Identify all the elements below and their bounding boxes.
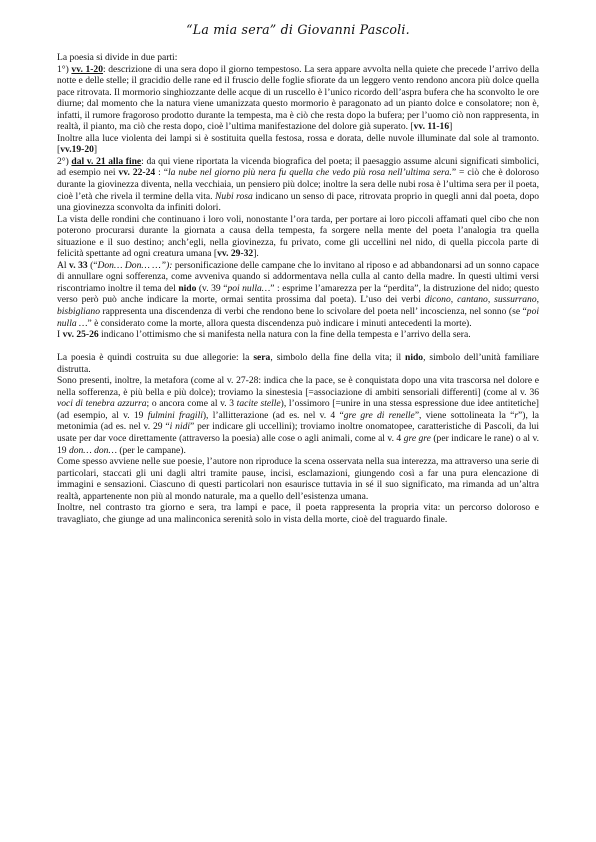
text-run: ] — [449, 121, 453, 133]
paragraph-swallows — [57, 214, 539, 260]
text-run: ” = ciò che è doloroso durante la giovinezza diventa, nella vecchiaia, un pensiero più dolce; inoltre la sera delle nubi rosa è l’ultima sera per il poeta, cioè l’età che rivela il termine della vita. — [57, 167, 539, 202]
paragraph-optimism — [57, 329, 539, 341]
text-run: La poesia si divide in due parti: — [57, 52, 178, 63]
italic-text: cantano — [457, 294, 488, 306]
text-run: ), l’ossimoro [=unire in una stessa espressione due idee antitetiche] (ad esempio, al v. 19 — [57, 398, 539, 421]
italic-text: la nube nel giorno più nera fu quella che vedo più rosa nell’ultima sera. — [168, 167, 452, 179]
text-run: ”, viene sottolineata la “ — [414, 409, 515, 421]
bold-text: vv. 25-26 — [62, 329, 99, 341]
bold-text: v. 33 — [69, 259, 88, 271]
text-run: 1°) — [57, 63, 72, 75]
italic-text: fulmini fragili — [147, 409, 203, 421]
text-run: indicano l’ottimismo che si manifesta nella natura con la fine della tempesta e l’arrivo della sera. — [98, 329, 471, 341]
italic-text: bisbigliano — [57, 306, 100, 318]
paragraph-intro — [57, 52, 539, 64]
document-title: “La mia sera” di Giovanni Pascoli. — [186, 22, 410, 37]
italic-text: voci di tenebra azzurra — [57, 398, 147, 410]
bold-text: vv. 1-20 — [71, 63, 103, 75]
italic-text: Nubi rosa — [215, 190, 253, 202]
text-run: (per indicare le rane) o al v. 19 — [57, 433, 539, 456]
text-run: personificazione delle campane che lo invitano al riposo e ad abbandonarsi ad un sonno capace di annullare ogni sofferenza, come avveniva quando si addormentava nella culla al canto della madre. In questi ultimi versi riscontriamo inoltre il tema del — [57, 259, 539, 294]
text-run: ; o ancora come al v. 3 — [146, 398, 237, 410]
paragraph-style — [57, 456, 539, 502]
paragraph-clouds — [57, 133, 539, 156]
bold-text: vv. 22-24 — [118, 167, 156, 179]
text-run: , simbolo della fine della vita; il — [270, 352, 406, 364]
text-run: ] — [93, 144, 98, 156]
text-run: ), l’allitterazione (ad es. nel v. 4 “ — [202, 409, 344, 421]
italic-text: sussurrano — [494, 294, 537, 306]
italic-text: tacite stelle — [236, 398, 281, 410]
paragraph-allegories — [57, 352, 539, 375]
bold-text: nido — [405, 352, 424, 364]
text-run: indicano un senso di pace, ritrovata proprio in quegli anni dal poeta, dopo una giovinezza sconvolta da infiniti dolori. — [57, 190, 540, 214]
document-body — [57, 52, 539, 525]
bold-text: sera — [253, 352, 271, 364]
text-run: ” per indicare gli uccellini); troviamo inoltre onomatopee, caratteristiche di Pascoli, da lui usate per dar voce direttamente (attraverso la poesia) alle cose o agli animali, come al v. 4 — [57, 421, 539, 444]
text-run: ]. — [253, 248, 259, 260]
italic-text: poi nulla … — [57, 306, 539, 329]
italic-text: poi nulla… — [227, 282, 271, 294]
italic-text: gre gre di renelle — [343, 409, 415, 421]
bold-text: nido — [178, 282, 197, 294]
bold-text: vv. 29-32 — [217, 248, 254, 260]
text-run: La poesia è quindi costruita su due allegorie: la — [57, 352, 254, 364]
text-run: : “ — [155, 167, 169, 179]
text-run: ” è considerato come la morte, allora questa discendenza può indicare i minuti antecedenti la morte). — [87, 317, 472, 329]
italic-text: r — [514, 409, 519, 421]
text-run: I — [57, 329, 63, 341]
text-run: , — [536, 294, 539, 306]
italic-text: i nidi — [169, 421, 191, 433]
paragraph-bells — [57, 260, 539, 329]
text-run: : descrizione di una sera dopo il giorno tempestoso. La sera appare avvolta nella quiete che precede l’arrivo della notte e delle stelle; il gracidio delle rane ed il fruscio delle foglie sfiorate da un leggero vento rendono ancora più dolce quella pace ritrovata. Il mormorio singhiozzante delle acque di un ruscello è l’unico ricordo dell’aspra bufera che ha sconvolto le ore diurne; dal momento che la natura viene umanizzata questo mormorio è paragonato ad un pianto dolce e consolatore; non è, infatti, il rumore fragoroso prodotto durante la tempesta, ma è ciò che resta dopo la bufera; per l’uomo ciò non rappresenta, in realtà, il pianto, ma ciò che resta dopo, cioè l’ultima manifestazione del dolore già superato. [ — [57, 63, 539, 133]
italic-text: Don… Don… …”): — [97, 259, 173, 271]
italic-text: don… don… — [68, 444, 117, 456]
text-run: (per le campane). — [116, 444, 186, 456]
paragraph-figures — [57, 375, 539, 456]
text-run: Inoltre alla luce violenta dei lampi si è sostituita quella festosa, rossa e dorata, delle nuvole illuminate dal sole al tramonto. [ — [57, 132, 539, 156]
text-run: rappresenta una discendenza di verbi che rendono bene lo scivolare del poeta nell’ incoscienza, nel sonno (se “ — [99, 306, 527, 318]
paragraph-conclusion — [57, 502, 539, 525]
text-run: : da qui viene riportata la vicenda biografica del poeta; il paesaggio assume alcuni significati simbolici, ad esempio nei — [57, 155, 539, 179]
text-run: , — [450, 294, 458, 306]
bold-text: vv.19-20 — [60, 144, 94, 156]
bold-text: dal v. 21 alla fine — [71, 155, 142, 167]
paragraph-part-one — [57, 64, 539, 133]
text-run: ”), la metonimia (ad es. nel v. 29 “ — [57, 409, 539, 433]
italic-text: dicono — [424, 294, 451, 306]
text-run: Inoltre, nel contrasto tra giorno e sera, tra lampi e pace, il poeta rappresenta la propria vita: un percorso doloroso e travagliato, che giunge ad una malinconica serenità solo in vista della morte, cioè del traguardo finale. — [57, 502, 539, 525]
paragraph-part-two — [57, 156, 539, 214]
bold-text: vv. 11-16 — [413, 121, 450, 133]
text-run: Al — [57, 259, 69, 271]
text-run: (v. 39 “ — [196, 282, 228, 294]
text-run: (“ — [87, 259, 98, 271]
text-run: ” : esprime l’amarezza per la “perdita”, la distruzione del nido; questo verso però può anche indicare la morte, ormai sentita prossima dal poeta). L’uso dei verbi — [57, 282, 539, 306]
text-run: La vista delle rondini che continuano i loro voli, nonostante l’ora tarda, per portare ai loro piccoli affamati quel cibo che non poterono procurarsi durante la giornata a causa della tempesta, fa sorgere nella mente del poeta l’analogia tra quella situazione e il suo destino; anch’egli, nella giovinezza, fu privato, come gli uccellini nel nido, di quella piccola parte di felicità spettante ad ogni creatura umana [ — [57, 213, 539, 260]
text-run: 2°) — [57, 155, 72, 167]
italic-text: gre gre — [403, 433, 431, 444]
text-run: Sono presenti, inoltre, la metafora (come al v. 27-28: indica che la pace, se è conquistata dopo una vita trascorsa nel dolore e nella sofferenza, è più bella e più dolce); troviamo la sinestesia [=associazione di ambiti sensoriali differenti] (come al v. 36 — [57, 375, 539, 398]
text-run: Come spesso avviene nelle sue poesie, l’autore non riproduce la scena osservata nella sua interezza, ma attraverso una serie di particolari, staccati gli uni dagli altri tramite pause, incisi, esclamazioni, giungendo così a far una pura elencazione di immagini e sensazioni. Ciascuno di questi particolari non esaurisce tuttavia in sé il suo significato, ma rimanda ad un’altra realtà, appartenente non più al mondo naturale, ma a quello dell’esistenza umana. — [57, 456, 539, 502]
text-run: , simbolo dell’unità familiare distrutta. — [57, 352, 539, 375]
text-run: , — [487, 294, 495, 306]
